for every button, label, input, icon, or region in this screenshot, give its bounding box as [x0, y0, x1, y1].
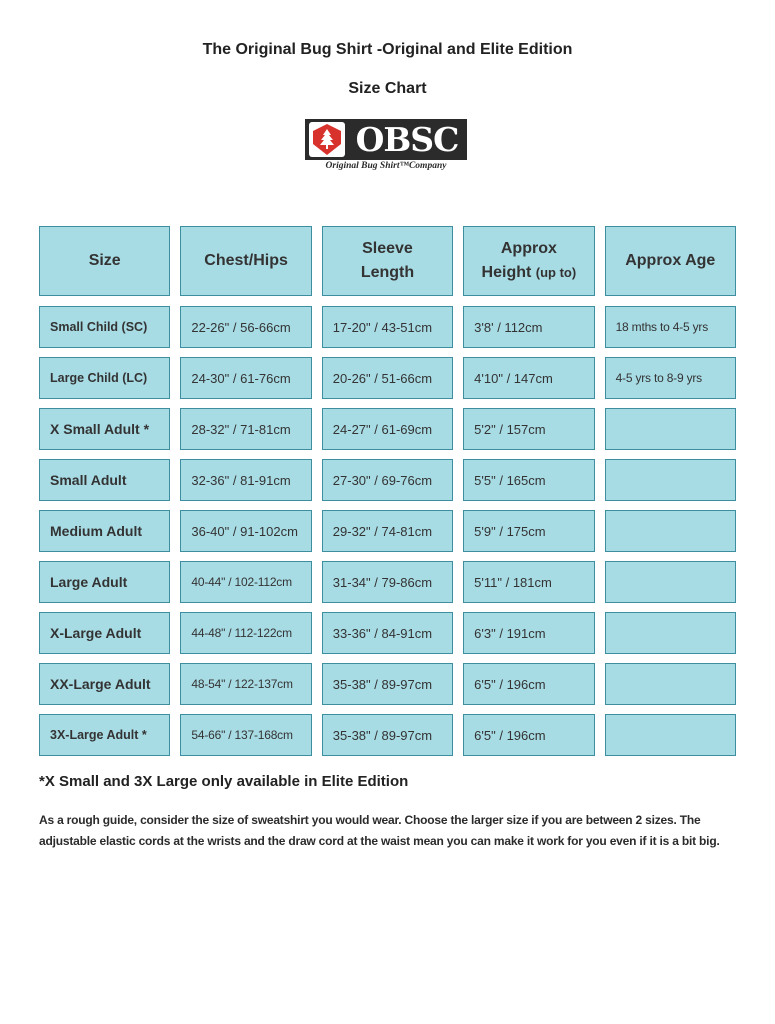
size-cell: X Small Adult *: [39, 408, 170, 450]
size-cell: Small Child (SC): [39, 306, 170, 348]
height-cell: 5'5" / 165cm: [463, 459, 594, 501]
sleeve-length-cell: 17-20" / 43-51cm: [322, 306, 453, 348]
table-row: [39, 408, 736, 450]
chest-hips-cell: 32-36" / 81-91cm: [180, 459, 311, 501]
sleeve-length-cell: 20-26" / 51-66cm: [322, 357, 453, 399]
sleeve-length-cell: 24-27" / 61-69cm: [322, 408, 453, 450]
chest-hips-cell: 28-32" / 71-81cm: [180, 408, 311, 450]
sleeve-length-cell: 33-36" / 84-91cm: [322, 612, 453, 654]
header-chest-hips: Chest/Hips: [180, 226, 311, 296]
sleeve-length-cell: 35-38" / 89-97cm: [322, 663, 453, 705]
obsc-logo: [305, 119, 467, 173]
height-cell: 6'5" / 196cm: [463, 663, 594, 705]
chest-hips-cell: 54-66" / 137-168cm: [180, 714, 311, 756]
size-cell: Large Adult: [39, 561, 170, 603]
age-cell: 18 mths to 4-5 yrs: [605, 306, 736, 348]
chest-hips-cell: 22-26" / 56-66cm: [180, 306, 311, 348]
height-cell: 5'9" / 175cm: [463, 510, 594, 552]
header-approx-height-line2: Height (up to): [481, 264, 577, 281]
chest-hips-cell: 36-40" / 91-102cm: [180, 510, 311, 552]
header-approx-height: [463, 226, 594, 296]
sizing-guide-text: As a rough guide, consider the size of sweatshirt you would wear. Choose the larger size if you are between 2 sizes. The adjustable elastic cords at the wrists and the draw cord at the waist mean you can make it work for you even if it is a bit big.: [39, 813, 720, 848]
size-cell: Small Adult: [39, 459, 170, 501]
maple-leaf-tree-icon: [309, 122, 345, 157]
table-row: [39, 357, 736, 399]
table-row: [39, 459, 736, 501]
table-row: [39, 612, 736, 654]
chest-hips-cell: 24-30" / 61-76cm: [180, 357, 311, 399]
age-cell: [605, 459, 736, 501]
age-cell: [605, 561, 736, 603]
sleeve-length-cell: 31-34" / 79-86cm: [322, 561, 453, 603]
size-cell: X-Large Adult: [39, 612, 170, 654]
header-approx-height-suffix: (up to): [535, 265, 577, 280]
header-approx-height-line1: Approx: [500, 240, 557, 257]
header-sleeve-length: Sleeve Length: [322, 226, 453, 296]
table-header-row: [39, 226, 736, 296]
age-cell: [605, 714, 736, 756]
sleeve-length-cell: 27-30" / 69-76cm: [322, 459, 453, 501]
table-row: [39, 561, 736, 603]
size-cell: Medium Adult: [39, 510, 170, 552]
logo-wordmark: OBSC: [355, 120, 459, 159]
height-cell: 4'10" / 147cm: [463, 357, 594, 399]
chest-hips-cell: 40-44" / 102-112cm: [180, 561, 311, 603]
height-cell: 3'8' / 112cm: [463, 306, 594, 348]
header-approx-age: Approx Age: [605, 226, 736, 296]
size-cell: XX-Large Adult: [39, 663, 170, 705]
table-row: [39, 510, 736, 552]
logo-tagline: Original Bug Shirt™Company: [325, 161, 447, 171]
header-approx-height-label: [482, 237, 577, 285]
table-body: [39, 306, 736, 756]
age-cell: [605, 510, 736, 552]
page-subtitle: Size Chart: [348, 80, 427, 97]
height-cell: 5'2" / 157cm: [463, 408, 594, 450]
sleeve-length-cell: 29-32" / 74-81cm: [322, 510, 453, 552]
edition-footnote: *X Small and 3X Large only available in Elite Edition: [39, 773, 409, 790]
age-cell: [605, 663, 736, 705]
height-cell: 6'3" / 191cm: [463, 612, 594, 654]
table-row: [39, 306, 736, 348]
chest-hips-cell: 44-48" / 112-122cm: [180, 612, 311, 654]
age-cell: [605, 408, 736, 450]
logo-box: [305, 119, 467, 160]
size-chart-table: [39, 226, 736, 765]
age-cell: 4-5 yrs to 8-9 yrs: [605, 357, 736, 399]
chest-hips-cell: 48-54" / 122-137cm: [180, 663, 311, 705]
size-cell: Large Child (LC): [39, 357, 170, 399]
age-cell: [605, 612, 736, 654]
sleeve-length-cell: 35-38" / 89-97cm: [322, 714, 453, 756]
table-row: [39, 714, 736, 756]
header-size: Size: [39, 226, 170, 296]
table-row: [39, 663, 736, 705]
height-cell: 6'5" / 196cm: [463, 714, 594, 756]
page-title: The Original Bug Shirt -Original and Elite Edition: [202, 41, 573, 58]
size-cell: 3X-Large Adult *: [39, 714, 170, 756]
height-cell: 5'11" / 181cm: [463, 561, 594, 603]
